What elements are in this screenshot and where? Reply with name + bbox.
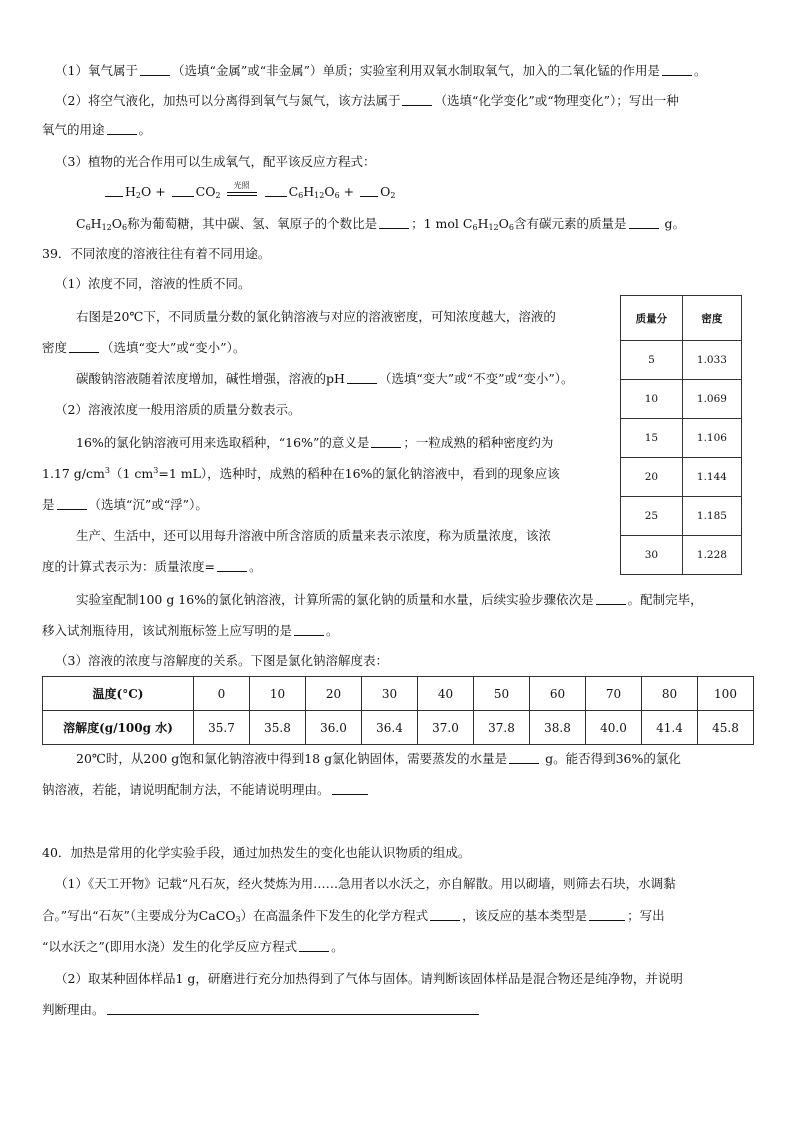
preparation-paragraph-cont: 移入试剂瓶待用，该试剂瓶标签上应写明的是 。	[42, 623, 339, 638]
seed-paragraph: 16%的氯化钠溶液可用来选取稻种，“16%”的意义是 ；一粒成熟的稻种密度约为	[76, 435, 554, 450]
solubility-table	[42, 676, 754, 745]
table-cell: 41.4	[642, 711, 698, 745]
seed-paragraph-end: 是 （选填“沉”或“浮”）。	[42, 497, 208, 512]
table-header-row	[621, 296, 742, 341]
q38-part3: （3）植物的光合作用可以生成氧气，配平该反应方程式：	[55, 154, 376, 169]
seed-paragraph-cont: 1.17 $g/cm^3(1$ $cm^3=1$ mL），选种时，成熟的稻种在16%的氯化钠溶液中，看到的现象应该	[42, 466, 560, 481]
mass-concentration-paragraph-cont: 度的计算式表示为：质量浓度= 。	[42, 559, 262, 574]
q40-part1-cont: 合。”写出“石灰”（主要成分为CaCO$_3$）在高温条件下发生的化学方程式 ，该反应的基本类型是 ；写出	[42, 908, 665, 924]
coefficient-blank	[105, 184, 123, 197]
answer-blank	[332, 782, 368, 795]
answer-blank	[107, 122, 137, 135]
density-table	[620, 295, 742, 575]
table-cell: 40.0	[586, 711, 642, 745]
table-cell: 38.8	[530, 711, 586, 745]
density-paragraph: 右图是20℃下，不同质量分数的氯化钠溶液与对应的溶液密度，可知浓度越大，溶液的	[76, 309, 556, 324]
table-cell: 0	[194, 677, 250, 711]
table-cell: 100	[698, 677, 754, 711]
table-cell: 37.8	[474, 711, 530, 745]
q39-part3: （3）溶液的浓度与溶解度的关系。下图是氯化钠溶解度表：	[55, 653, 388, 668]
answer-blank	[589, 908, 625, 921]
table-cell: 37.0	[418, 711, 474, 745]
table-cell: 25	[621, 497, 683, 536]
answer-blank	[299, 939, 329, 952]
glucose-question: $C_6H_{12}O_6$称为葡萄糖，其中碳、氢、氧原子的个数比是 ；1 mol $C_6H_{12}O_6$含有碳元素的质量是 g。	[76, 216, 685, 232]
q40-part2: （2）取某种固体样品1 g，研磨进行充分加热得到了气体与固体。请判断该固体样品是混合物还是纯净物，并说明	[55, 971, 683, 986]
answer-blank	[629, 216, 659, 229]
table-cell: 10	[250, 677, 306, 711]
table-cell: 20	[306, 677, 362, 711]
answer-blank	[69, 340, 99, 353]
photosynthesis-equation: $H_2O + CO_2$ 光照 $C_6H_{12}O_6 + O_2$	[103, 184, 395, 200]
table-cell: 1.144	[682, 458, 741, 497]
q38-part2-cont: 氧气的用途 。	[42, 122, 152, 137]
answer-blank	[662, 63, 692, 76]
table-cell: 60	[530, 677, 586, 711]
q40-heading: 40．加热是常用的化学实验手段，通过加热发生的变化也能认识物质的组成。	[42, 845, 471, 860]
q39-part2: （2）溶液浓度一般用溶质的质量分数表示。	[55, 402, 301, 417]
table-header-cell: 质量分	[621, 296, 683, 341]
table-cell: 36.0	[306, 711, 362, 745]
mass-concentration-paragraph: 生产、生活中，还可以用每升溶液中所含溶质的质量来表示浓度，称为质量浓度，该浓	[76, 528, 552, 543]
answer-blank	[371, 435, 401, 448]
table-cell: 50	[474, 677, 530, 711]
table-cell: 30	[621, 536, 683, 575]
table-row	[621, 380, 742, 419]
q39-part1: （1）浓度不同，溶液的性质不同。	[55, 276, 251, 291]
table-cell: 70	[586, 677, 642, 711]
table-cell: 10	[621, 380, 683, 419]
density-paragraph-cont: 密度 （选填“变大”或“变小”）。	[42, 340, 246, 355]
table-cell: 1.069	[682, 380, 741, 419]
table-cell: 1.228	[682, 536, 741, 575]
answer-blank	[217, 559, 247, 572]
table-cell: 80	[642, 677, 698, 711]
q38-part1: （1）氧气属于 （选填“金属”或“非金属”）单质；实验室利用双氧水制取氧气，加入的二氧化锰的作用是 。	[55, 63, 707, 78]
evaporation-paragraph-cont: 钠溶液，若能，请说明配制方法，不能请说明理由。	[42, 782, 370, 798]
q40-part2-cont: 判断理由。	[42, 1002, 481, 1018]
table-cell: 1.106	[682, 419, 741, 458]
answer-blank	[140, 63, 170, 76]
table-cell: 20	[621, 458, 683, 497]
answer-blank	[294, 623, 324, 636]
q38-part2: （2）将空气液化，加热可以分离得到氧气与氮气，该方法属于 （选填“化学变化”或“物理变化”）；写出一种	[55, 93, 679, 108]
table-row-temperature	[43, 677, 754, 711]
answer-blank	[596, 592, 626, 605]
table-cell: 1.033	[682, 341, 741, 380]
evaporation-paragraph: 20℃时，从200 g饱和氯化钠溶液中得到18 g氯化钠固体，需要蒸发的水量是 g。能否得到36%的氯化	[76, 751, 681, 766]
answer-blank	[107, 1002, 479, 1015]
table-row	[621, 497, 742, 536]
table-cell: 30	[362, 677, 418, 711]
table-row	[621, 341, 742, 380]
table-cell: 5	[621, 341, 683, 380]
answer-blank	[57, 497, 87, 510]
table-cell: 1.185	[682, 497, 741, 536]
answer-blank	[509, 751, 539, 764]
preparation-paragraph: 实验室配制100 g 16%的氯化钠溶液，计算所需的氯化钠的质量和水量，后续实验步骤依次是 。配制完毕，	[76, 592, 703, 607]
table-cell: 40	[418, 677, 474, 711]
sodium-carbonate-paragraph: 碳酸钠溶液随着浓度增加，碱性增强，溶液的pH （选填“变大”或“不变”或“变小”）。	[76, 371, 574, 386]
q40-part1: （1）《天工开物》记载“凡石灰，经火焚炼为用……急用者以水沃之，亦自解散。用以砌墙，则筛去石块，水调黏	[55, 876, 676, 891]
q39-heading: 39．不同浓度的溶液往往有着不同用途。	[42, 246, 271, 261]
table-header-cell: 温度(°C)	[43, 677, 194, 711]
reaction-arrow: 光照	[227, 184, 257, 200]
table-cell: 15	[621, 419, 683, 458]
answer-blank	[430, 908, 460, 921]
table-cell: 35.8	[250, 711, 306, 745]
table-header-cell: 密度	[682, 296, 741, 341]
answer-blank	[402, 93, 432, 106]
table-row	[621, 458, 742, 497]
coefficient-blank	[172, 184, 194, 197]
table-cell: 45.8	[698, 711, 754, 745]
q40-part1-end: “以水沃之”(即用水浇）发生的化学反应方程式 。	[42, 939, 344, 954]
table-cell: 36.4	[362, 711, 418, 745]
coefficient-blank	[265, 184, 287, 197]
answer-blank	[379, 216, 409, 229]
answer-blank	[347, 371, 377, 384]
table-header-cell: 溶解度(g/100g 水)	[43, 711, 194, 745]
table-row-solubility	[43, 711, 754, 745]
table-row	[621, 536, 742, 575]
table-row	[621, 419, 742, 458]
coefficient-blank	[360, 184, 378, 197]
table-cell: 35.7	[194, 711, 250, 745]
